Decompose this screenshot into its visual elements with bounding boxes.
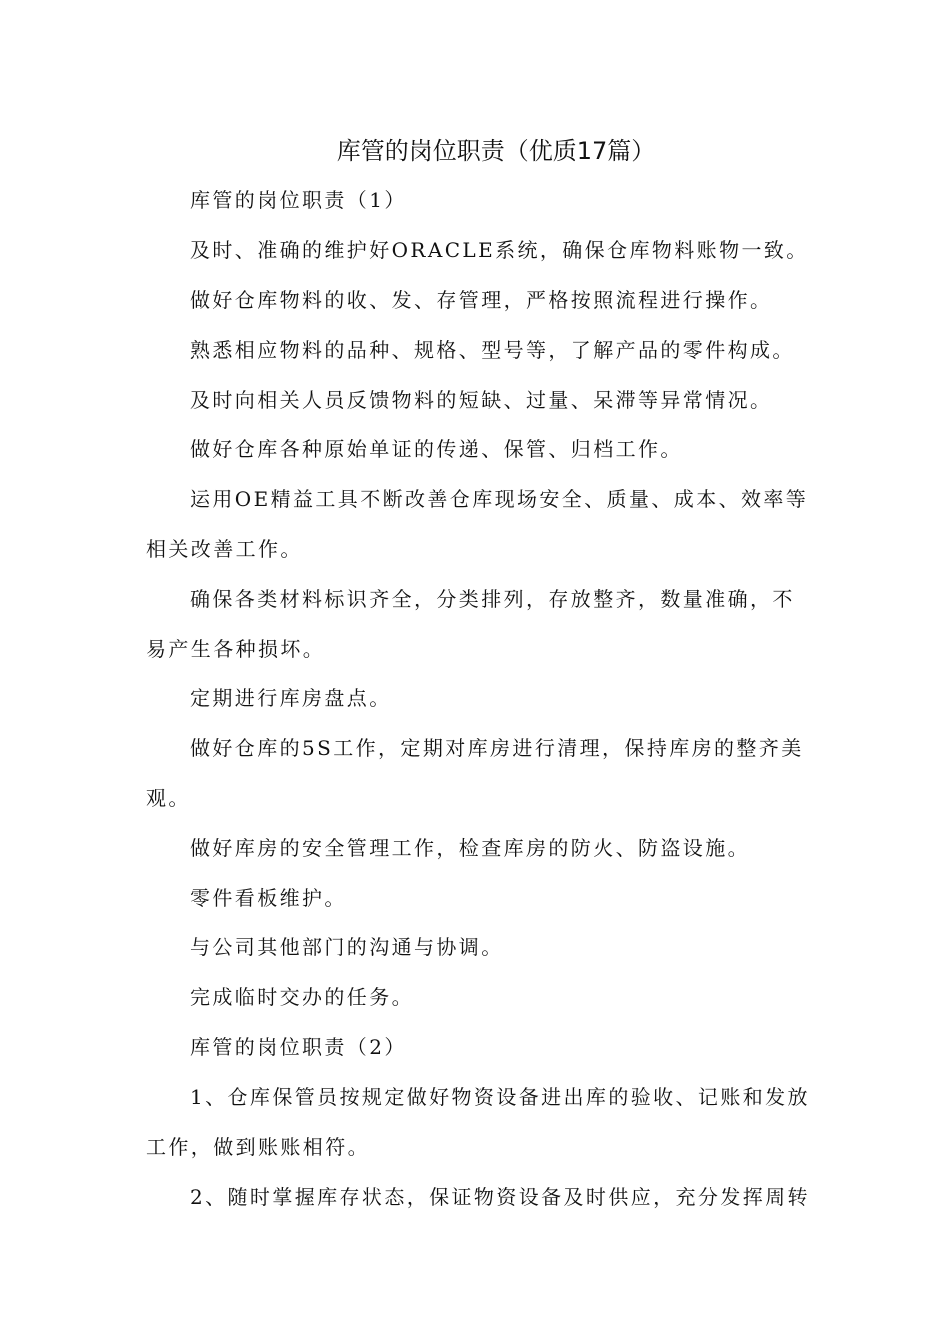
paragraph-line: 确保各类材料标识齐全，分类排列，存放整齐，数量准确，不 — [190, 587, 795, 611]
paragraph-line: 2、随时掌握库存状态，保证物资设备及时供应，充分发挥周转 — [190, 1185, 810, 1209]
paragraph-line: 及时、准确的维护好ORACLE系统，确保仓库物料账物一致。 — [190, 238, 809, 262]
paragraph-line: 运用OE精益工具不断改善仓库现场安全、质量、成本、效率等 — [190, 487, 809, 511]
paragraph-line: 与公司其他部门的沟通与协调。 — [190, 935, 504, 959]
paragraph-line: 做好库房的安全管理工作，检查库房的防火、防盗设施。 — [190, 836, 750, 860]
paragraph-line: 熟悉相应物料的品种、规格、型号等，了解产品的零件构成。 — [190, 338, 795, 362]
document-title: 库管的岗位职责（优质17篇） — [336, 137, 656, 165]
paragraph-line-continuation: 工作，做到账账相符。 — [146, 1135, 370, 1159]
paragraph-line-continuation: 观。 — [146, 786, 191, 810]
paragraph-line: 定期进行库房盘点。 — [190, 686, 392, 710]
paragraph-line: 做好仓库物料的收、发、存管理，严格按照流程进行操作。 — [190, 288, 773, 312]
section-heading-2: 库管的岗位职责（2） — [190, 1035, 407, 1059]
paragraph-line: 完成临时交办的任务。 — [190, 985, 414, 1009]
paragraph-line-continuation: 易产生各种损坏。 — [146, 637, 326, 661]
paragraph-line: 及时向相关人员反馈物料的短缺、过量、呆滞等异常情况。 — [190, 388, 773, 412]
paragraph-line: 零件看板维护。 — [190, 886, 347, 910]
paragraph-line: 做好仓库的5S工作，定期对库房进行清理，保持库房的整齐美 — [190, 736, 804, 760]
paragraph-line-continuation: 相关改善工作。 — [146, 537, 303, 561]
paragraph-line: 做好仓库各种原始单证的传递、保管、归档工作。 — [190, 437, 683, 461]
paragraph-line: 1、仓库保管员按规定做好物资设备进出库的验收、记账和发放 — [190, 1085, 810, 1109]
section-heading-1: 库管的岗位职责（1） — [190, 188, 407, 212]
